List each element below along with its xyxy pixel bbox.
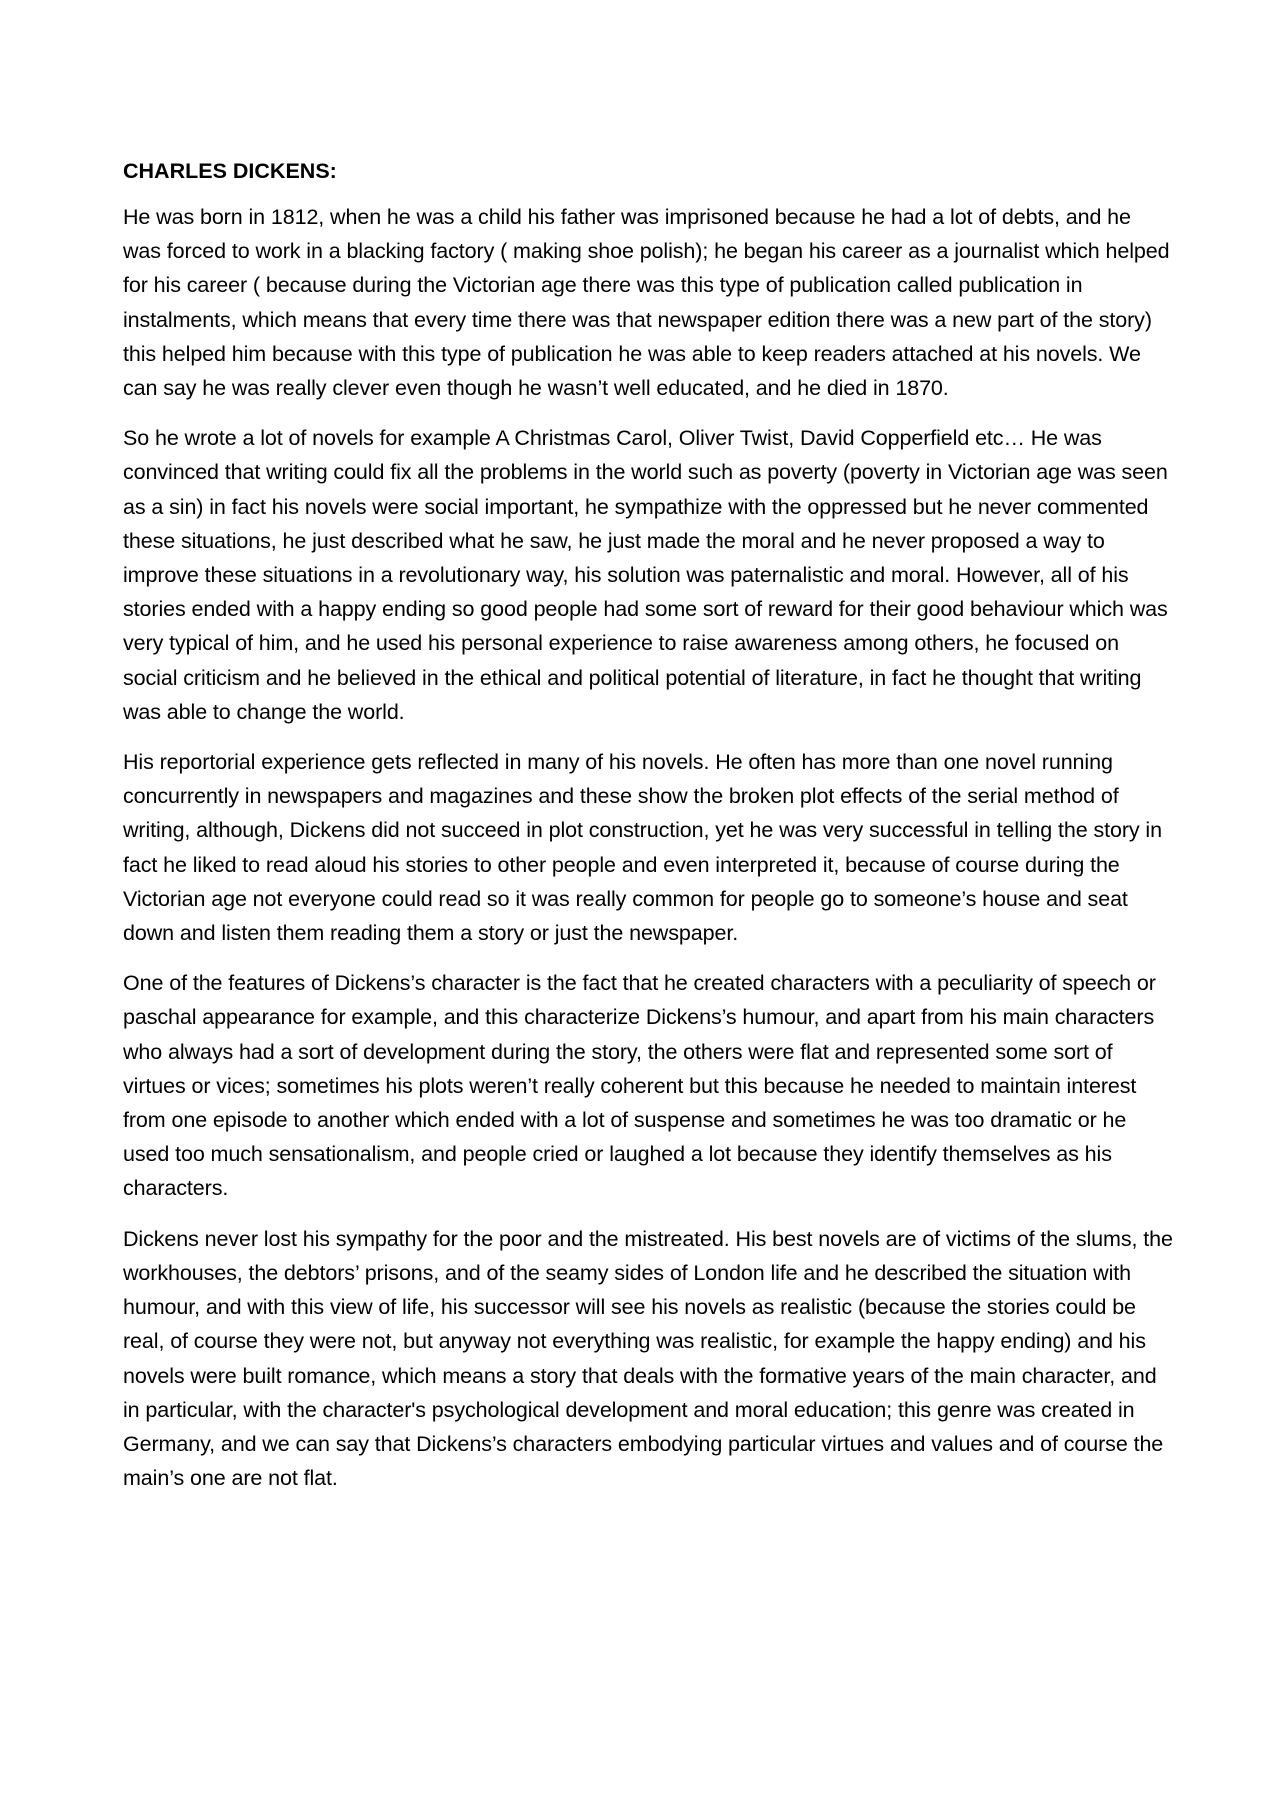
document-title: CHARLES DICKENS: xyxy=(123,159,337,183)
document-body xyxy=(123,154,1173,1511)
paragraph-sympathy-for-poor: Dickens never lost his sympathy for the poor and the mistreated. His best novels are of victims of the slums, the workhouses, the debtors’ prisons, and of the seamy sides of London life and he described the situation with humour, and with this view of life, his successor will see his novels as realistic (because the stories could be real, of course they were not, but anyway not everything was realistic, for example the happy ending) and his novels were built romance, which means a story that deals with the formative years of the main character, and in particular, with the character's psychological development and moral education; this genre was created in Germany, and we can say that Dickens’s characters embodying particular virtues and values and of course the main’s one are not flat. xyxy=(123,1226,1173,1491)
paragraph-characters: One of the features of Dickens’s character is the fact that he created characters with a peculiarity of speech or paschal appearance for example, and this characterize Dickens’s humour, and apart from his main characters who always had a sort of development during the story, the others were flat and represented some sort of virtues or vices; sometimes his plots weren’t really coherent but this because he needed to maintain interest from one episode to another which ended with a lot of suspense and sometimes he was too dramatic or he used too much sensationalism, and people cried or laughed a lot because they identify themselves as his characters. xyxy=(123,971,1156,1201)
paragraph-novels: So he wrote a lot of novels for example A Christmas Carol, Oliver Twist, David Copperfield etc… He was convinced that writing could fix all the problems in the world such as poverty (poverty in Victorian age was seen as a sin) in fact his novels were social important, he sympathize with the oppressed but he never commented these situations, he just described what he saw, he just made the moral and he never proposed a way to improve these situations in a revolutionary way, his solution was paternalistic and moral. However, all of his stories ended with a happy ending so good people had some sort of reward for their good behaviour which was very typical of him, and he used his personal experience to raise awareness among others, he focused on social criticism and he believed in the ethical and political potential of literature, in fact he thought that writing was able to change the world. xyxy=(123,426,1168,724)
paragraph-reportorial-experience: His reportorial experience gets reflected in many of his novels. He often has more than one novel running concurrently in newspapers and magazines and these show the broken plot effects of the serial method of writing, although, Dickens did not succeed in plot construction, yet he was very successful in telling the story in fact he liked to read aloud his stories to other people and even interpreted it, because of course during the Victorian age not everyone could read so it was really common for people go to someone’s house and seat down and listen them reading them a story or just the newspaper. xyxy=(123,750,1162,946)
paragraph-biography: He was born in 1812, when he was a child his father was imprisoned because he had a lot of debts, and he was forced to work in a blacking factory ( making shoe polish); he began his career as a journalist which helped for his career ( because during the Victorian age there was this type of publication called publication in instalments, which means that every time there was that newspaper edition there was a new part of the story) this helped him because with this type of publication he was able to keep readers attached at his novels. We can say he was really clever even though he wasn’t well educated, and he died in 1870. xyxy=(123,205,1170,401)
